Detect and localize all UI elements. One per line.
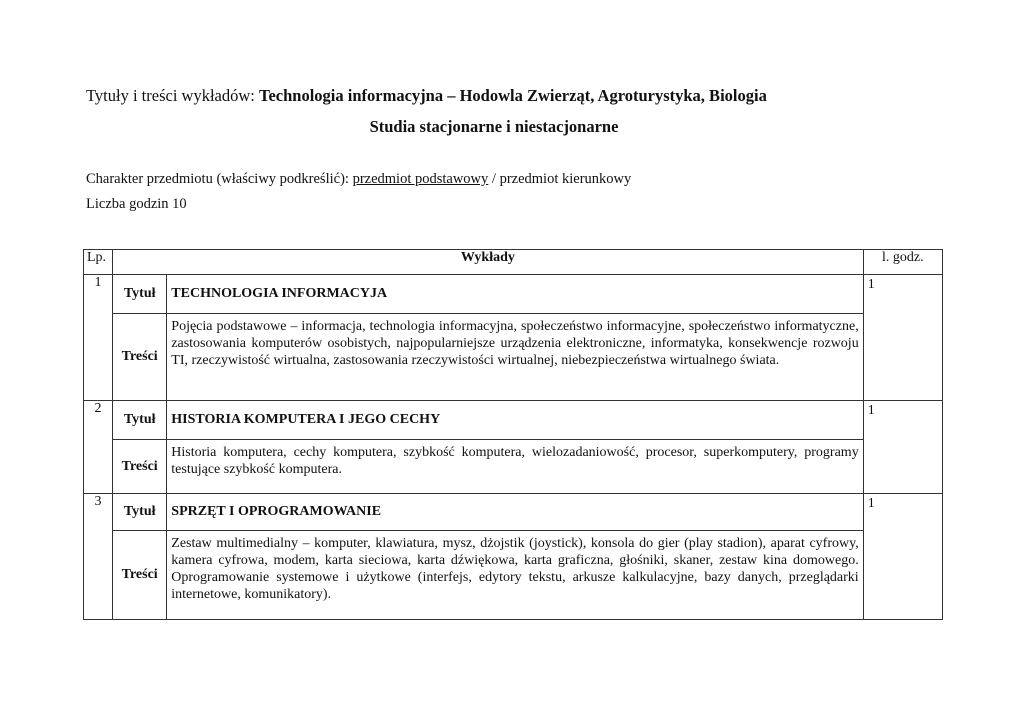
table-row bbox=[84, 440, 943, 494]
document-title bbox=[86, 86, 767, 106]
table-row bbox=[84, 494, 943, 531]
lecture-hours: 1 bbox=[863, 401, 942, 494]
table-header-row bbox=[84, 250, 943, 275]
lecture-title: HISTORIA KOMPUTERA I JEGO CECHY bbox=[167, 401, 863, 440]
title-prefix: Tytuły i treści wykładów: bbox=[86, 86, 259, 105]
lectures-table bbox=[83, 249, 943, 620]
character-option-basic: przedmiot podstawowy bbox=[352, 171, 489, 187]
table-row bbox=[84, 314, 943, 401]
header-hours: l. godz. bbox=[863, 250, 942, 275]
hours-count-line: Liczba godzin 10 bbox=[86, 196, 187, 212]
course-character-line bbox=[86, 171, 631, 188]
title-label: Tytuł bbox=[113, 275, 167, 314]
table-row bbox=[84, 531, 943, 620]
lecture-hours: 1 bbox=[863, 494, 942, 620]
row-lp: 1 bbox=[84, 275, 113, 401]
character-option-directional: przedmiot kierunkowy bbox=[499, 171, 632, 187]
row-lp: 2 bbox=[84, 401, 113, 494]
document-subtitle: Studia stacjonarne i niestacjonarne bbox=[369, 117, 619, 136]
lecture-content: Historia komputera, cechy komputera, szybkość komputera, wielozadaniowość, procesor, superkomputery, programy testujące szybkość komputera. bbox=[167, 440, 863, 494]
character-label: Charakter przedmiotu (właściwy podkreślić): bbox=[86, 171, 353, 187]
character-separator: / bbox=[488, 171, 500, 187]
lecture-content: Pojęcia podstawowe – informacja, technologia informacyjna, społeczeństwo informacyjne, społeczeństwo informatyczne, zastosowania komputerów osobistych, najpopularniejsze urządzenia elektroniczne, informatyka, konsekwencje rozwoju TI, rzeczywistość wirtualna, zastosowania rzeczywistości wirtualnej, niebezpieczeństwa wirtualnego świata. bbox=[167, 314, 863, 401]
lecture-content: Zestaw multimedialny – komputer, klawiatura, mysz, dżojstik (joystick), konsola do gier (play stadion), aparat cyfrowy, kamera cyfrowa, modem, karta sieciowa, karta dźwiękowa, karta graficzna, głośniki, skaner, zestaw kina domowego. Oprogramowanie systemowe i użytkowe (interfejs, edytory tekstu, arkusze kalkulacyjne, bazy danych, przeglądarki internetowe, komunikatory). bbox=[167, 531, 863, 620]
course-title: Technologia informacyjna – Hodowla Zwierząt, Agroturystyka, Biologia bbox=[258, 86, 767, 105]
content-label: Treści bbox=[113, 440, 167, 494]
table-row bbox=[84, 275, 943, 314]
table-row bbox=[84, 401, 943, 440]
lecture-title: SPRZĘT I OPROGRAMOWANIE bbox=[167, 494, 863, 531]
title-label: Tytuł bbox=[113, 401, 167, 440]
header-lectures: Wykłady bbox=[113, 250, 864, 275]
content-label: Treści bbox=[113, 531, 167, 620]
header-lp: Lp. bbox=[84, 250, 113, 275]
title-label: Tytuł bbox=[113, 494, 167, 531]
row-lp: 3 bbox=[84, 494, 113, 620]
lecture-hours: 1 bbox=[863, 275, 942, 401]
lecture-title: TECHNOLOGIA INFORMACYJA bbox=[167, 275, 863, 314]
content-label: Treści bbox=[113, 314, 167, 401]
